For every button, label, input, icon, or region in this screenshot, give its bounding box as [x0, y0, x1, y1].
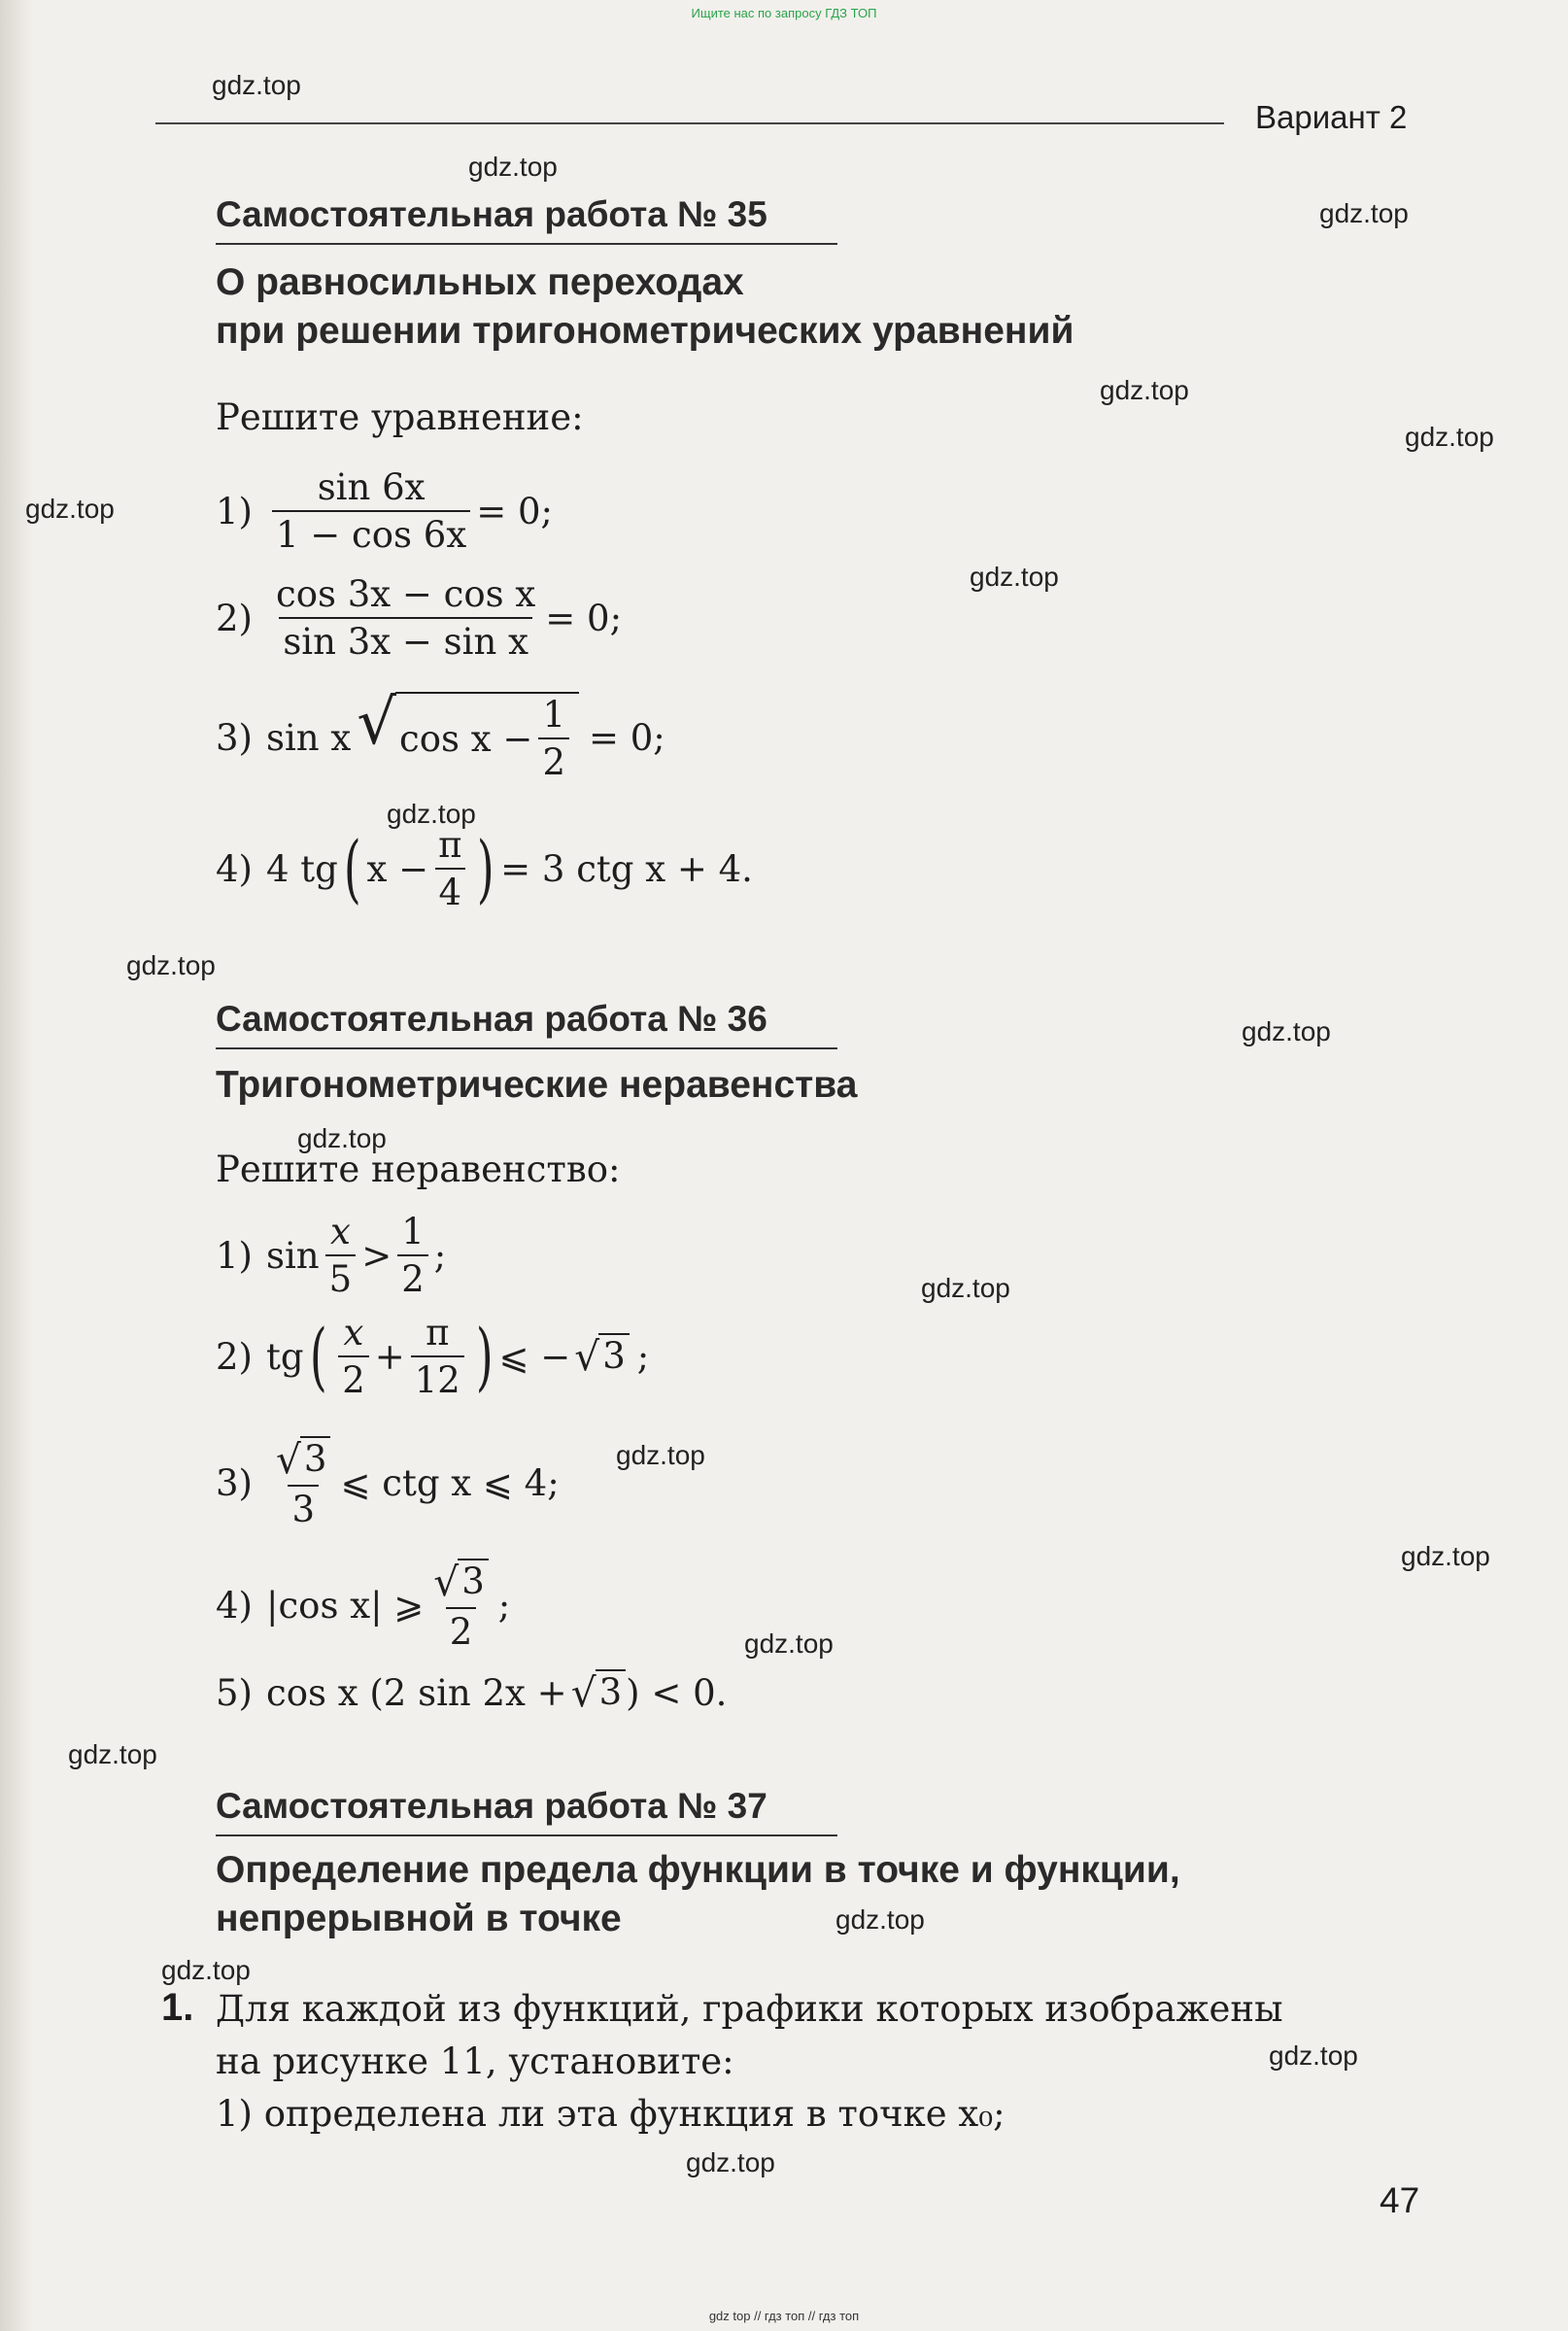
numerator: π: [438, 824, 462, 866]
watermark: gdz.top: [212, 70, 301, 100]
fraction: [434, 824, 465, 913]
watermark: gdz.top: [1405, 422, 1494, 452]
watermark: gdz.top: [1319, 198, 1409, 228]
right-paren-icon: ): [477, 825, 495, 911]
page-number: 47: [1380, 2180, 1420, 2220]
question-1-line2: на рисунке 11, установите:: [216, 2040, 734, 2082]
denominator: 3: [288, 1485, 319, 1530]
numerator: x: [329, 1211, 351, 1252]
work-35-task-1: [216, 466, 553, 556]
watermark: gdz.top: [744, 1628, 834, 1659]
fraction: [429, 1559, 492, 1653]
task-number: 2): [216, 1335, 253, 1378]
watermark: gdz.top: [970, 562, 1059, 592]
watermark: gdz.top: [616, 1440, 705, 1470]
watermark: gdz.top: [1401, 1541, 1490, 1571]
radicand: 3: [300, 1436, 331, 1483]
watermark: gdz.top: [387, 799, 476, 829]
watermark: gdz.top: [686, 2147, 775, 2177]
watermark: gdz.top: [68, 1739, 157, 1769]
task-number: 1): [216, 490, 253, 532]
work-35-task-3: [216, 687, 665, 783]
numerator: 1: [542, 694, 565, 736]
numerator: cos 3x − cos x: [275, 573, 536, 615]
work-37-title-underline: [216, 1834, 837, 1836]
work-35-title-underline: [216, 243, 837, 245]
task-part: sin: [265, 1234, 320, 1277]
question-1-subitem-1: 1) определена ли эта функция в точке x₀;: [216, 2093, 1006, 2135]
task-rest: = 0;: [588, 716, 665, 759]
task-rest: ) < 0.: [626, 1671, 728, 1714]
denominator: 12: [411, 1355, 464, 1401]
work-36-task-4: [216, 1559, 510, 1653]
fraction: [538, 694, 569, 783]
work-36-title: Самостоятельная работа № 36: [216, 999, 767, 1039]
radicand: [395, 692, 579, 783]
task-rest: ;: [433, 1234, 447, 1277]
task-number: 1): [216, 1234, 253, 1277]
task-rest: ;: [497, 1585, 511, 1627]
work-36-task-3: [216, 1436, 560, 1530]
denominator: 5: [325, 1254, 357, 1300]
task-part: sin x: [265, 716, 352, 759]
task-rest: = 3 ctg x + 4.: [500, 847, 753, 890]
left-paren-icon: (: [309, 1313, 327, 1399]
watermark: gdz.top: [161, 1955, 251, 1985]
task-rest: ⩽ ctg x ⩽ 4;: [340, 1462, 560, 1504]
work-35-title: Самостоятельная работа № 35: [216, 194, 767, 234]
watermark: gdz.top: [126, 950, 216, 980]
left-paren-icon: (: [343, 825, 361, 911]
numerator: [272, 1436, 334, 1485]
work-35-task-2: [216, 573, 622, 663]
radical-sign-icon: √: [433, 1559, 460, 1605]
watermark: gdz.top: [835, 1904, 925, 1935]
fraction: [272, 466, 470, 556]
work-36-title-underline: [216, 1047, 837, 1049]
task-number: 5): [216, 1671, 253, 1714]
top-banner[interactable]: Ищите нас по запросу ГДЗ ТОП: [691, 6, 877, 20]
square-root: [574, 1333, 629, 1380]
question-1-number: 1.: [161, 1986, 194, 2029]
radicand: 3: [458, 1559, 489, 1605]
page-gutter-shadow: [0, 0, 33, 2331]
fraction: [411, 1312, 464, 1401]
work-36-task-1: [216, 1211, 446, 1300]
task-number: 4): [216, 1585, 253, 1627]
numerator: [429, 1559, 492, 1607]
watermark: gdz.top: [25, 494, 115, 524]
work-37-title: Самостоятельная работа № 37: [216, 1786, 767, 1826]
watermark: gdz.top: [921, 1273, 1010, 1303]
denominator: 1 − cos 6x: [272, 510, 470, 556]
work-36-task-5: [216, 1669, 727, 1716]
denominator: 2: [338, 1355, 369, 1401]
header-rule: [155, 122, 1224, 124]
work-36-task-2: [216, 1312, 649, 1401]
fraction: [397, 1211, 428, 1300]
work-37-topic-line1: Определение предела функции в точке и функции,: [216, 1849, 1180, 1891]
denominator: 2: [538, 737, 569, 783]
task-part: cos x −: [399, 717, 533, 760]
denominator: sin 3x − sin x: [279, 617, 532, 663]
fraction: [325, 1211, 357, 1300]
work-35-prompt: Решите уравнение:: [216, 396, 584, 438]
right-paren-icon: ): [475, 1313, 494, 1399]
task-rest: = 0;: [476, 490, 553, 532]
task-rest: = 0;: [545, 597, 623, 639]
bottom-banner[interactable]: gdz top // гдз топ // гдз топ: [708, 2309, 860, 2323]
fraction: [338, 1312, 369, 1401]
work-36-topic: Тригонометрические неравенства: [216, 1064, 858, 1106]
work-36-prompt: Решите неравенство:: [216, 1148, 621, 1190]
square-root: [433, 1559, 488, 1605]
radical-sign-icon: √: [570, 1669, 597, 1716]
work-35-topic-line1: О равносильных переходах: [216, 261, 744, 303]
task-number: 2): [216, 597, 253, 639]
watermark: gdz.top: [1242, 1016, 1331, 1046]
square-root: [357, 687, 579, 783]
square-root: [276, 1436, 330, 1483]
watermark: gdz.top: [1269, 2040, 1358, 2071]
numerator: 1: [401, 1211, 425, 1252]
task-part: +: [374, 1335, 405, 1378]
square-root: [571, 1669, 626, 1716]
numerator: x: [343, 1312, 364, 1354]
numerator: π: [426, 1312, 450, 1354]
watermark: gdz.top: [1100, 375, 1189, 405]
denominator: 2: [397, 1254, 428, 1300]
task-part: ⩽ −: [498, 1335, 571, 1378]
denominator: 4: [435, 868, 466, 913]
fraction: [272, 1436, 334, 1530]
task-rest: ;: [636, 1335, 650, 1378]
radicand: 3: [598, 1333, 630, 1380]
task-part: tg: [265, 1335, 304, 1378]
watermark: gdz.top: [468, 152, 558, 182]
radicand: 3: [596, 1669, 627, 1716]
task-number: 3): [216, 716, 253, 759]
work-37-topic-line2: непрерывной в точке: [216, 1898, 622, 1939]
radical-sign-icon: √: [357, 687, 397, 759]
task-part: |cos x| ⩾: [265, 1585, 425, 1627]
task-part: x −: [366, 847, 429, 890]
task-number: 3): [216, 1462, 253, 1504]
question-1-line1: Для каждой из функций, графики которых изображены: [216, 1988, 1283, 2030]
radical-sign-icon: √: [275, 1436, 301, 1483]
radical-sign-icon: √: [574, 1333, 600, 1380]
task-number: 4): [216, 847, 253, 890]
variant-label: Вариант 2: [1255, 99, 1408, 135]
task-part: 4 tg: [265, 847, 338, 890]
numerator: sin 6x: [317, 466, 426, 508]
task-part: cos x (2 sin 2x +: [265, 1671, 567, 1714]
denominator: 2: [446, 1607, 477, 1653]
work-35-task-4: [216, 824, 753, 913]
watermark: gdz.top: [297, 1123, 387, 1153]
fraction: [272, 573, 539, 663]
work-35-topic-line2: при решении тригонометрических уравнений: [216, 310, 1074, 352]
task-part: >: [361, 1234, 392, 1277]
